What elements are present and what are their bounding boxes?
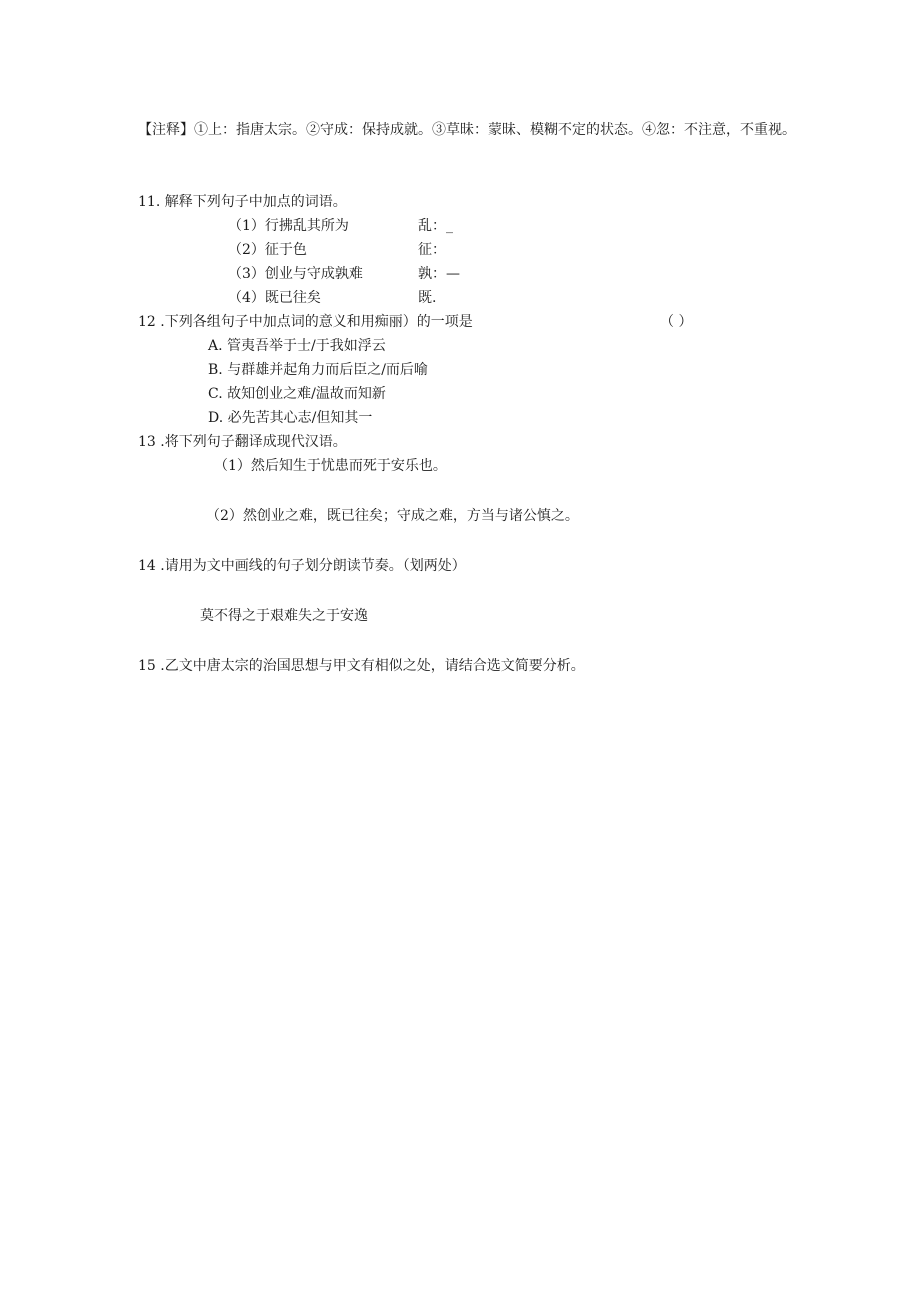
- question-11-item: [228, 216, 453, 236]
- question-12-title: 12 .下列各组句子中加点词的意义和用痴丽）的一项是: [138, 314, 473, 330]
- question-11-item: [228, 264, 460, 284]
- item-answer: 孰：—: [418, 266, 460, 282]
- option-c: C. 故知创业之难/温故而知新: [208, 386, 386, 402]
- translation-item-2: （2）然创业之难，既已往矣；守成之难，方当与诸公慎之。: [206, 508, 579, 524]
- question-13-title: 13 .将下列句子翻译成现代汉语。: [138, 434, 347, 450]
- item-answer: 征：: [418, 242, 446, 258]
- item-sentence: （4）既已往矣: [228, 290, 321, 306]
- item-answer: 乱：_: [418, 218, 453, 234]
- option-a: A. 管夷吾举于士/于我如浮云: [208, 338, 386, 354]
- translation-item-1: （1）然后知生于忧患而死于安乐也。: [214, 458, 447, 474]
- rhythm-sentence: 莫不得之于艰难失之于安逸: [200, 608, 368, 624]
- question-15-title: 15 .乙文中唐太宗的治国思想与甲文有相似之处，请结合选文简要分析。: [138, 658, 585, 674]
- annotation-note: 【注释】①上：指唐太宗。②守成：保持成就。③草昧：蒙昧、模糊不定的状态。④忽：不注意，不重视。: [138, 122, 796, 138]
- question-11-item: [228, 240, 446, 260]
- answer-parentheses: （ ）: [660, 314, 693, 330]
- question-11-title: 11. 解释下列句子中加点的词语。: [138, 194, 347, 210]
- item-sentence: （3）创业与守成孰难: [228, 266, 363, 282]
- item-sentence: （1）行拂乱其所为: [228, 218, 349, 234]
- question-11-item: [228, 288, 436, 308]
- option-d: D. 必先苦其心志/但知其一: [208, 410, 373, 426]
- option-b: B. 与群雄并起角力而后臣之/而后喻: [208, 362, 428, 378]
- item-answer: 既.: [418, 290, 437, 306]
- item-sentence: （2）征于色: [228, 242, 307, 258]
- question-14-title: 14 .请用为文中画线的句子划分朗读节奏。（划两处）: [138, 558, 466, 574]
